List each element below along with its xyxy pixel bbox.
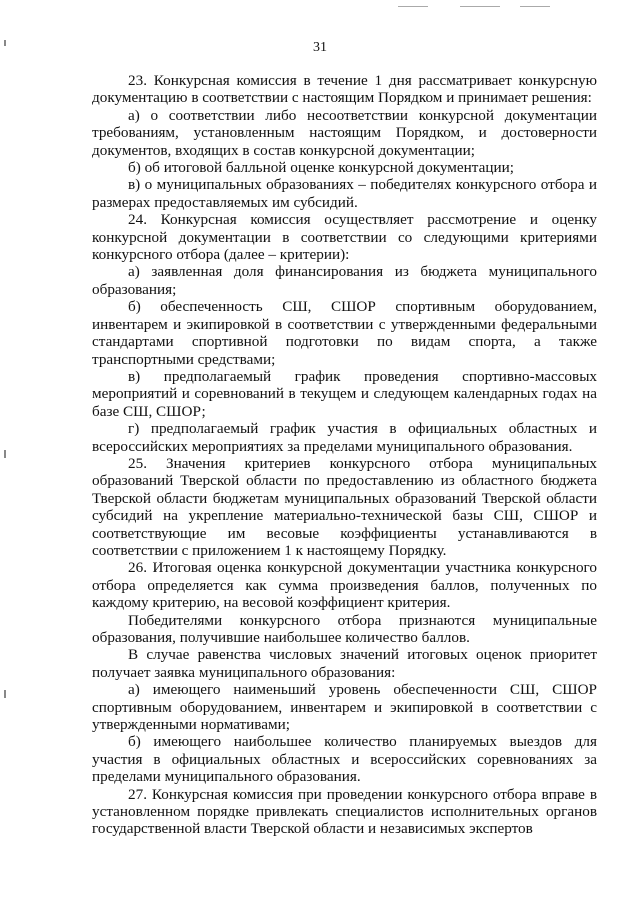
scan-artifact [520,6,550,7]
paragraph-23v: в) о муниципальных образованиях – победителях конкурсного отбора и размерах предоставляемых им субсидий. [92,176,597,211]
paragraph-24v: в) предполагаемый график проведения спортивно-массовых мероприятий и соревнований в текущем и следующем календарных годах на базе СШ, СШОР; [92,367,597,420]
scan-edge-mark [4,450,6,458]
paragraph-23: 23. Конкурсная комиссия в течение 1 дня рассматривает конкурсную документацию в соответствии с настоящим Порядком и принимает решения: [92,72,597,107]
scan-edge-mark [4,690,6,698]
paragraph-25: 25. Значения критериев конкурсного отбора муниципальных образований Тверской области по предоставлению из областного бюджета Тверской области бюджетам муниципальных образований Тверской области субсидий на укрепление материально-технической базы СШ, СШОР и соответствующие им весовые коэффициенты устанавливаются в соответствии с приложением 1 к настоящему Порядку. [92,454,597,559]
paragraph-27: 27. Конкурсная комиссия при проведении конкурсного отбора вправе в установленном порядке привлекать специалистов исполнительных органов государственной власти Тверской области и независимых экспертов [92,785,597,838]
document-body [92,72,597,838]
paragraph-26-winners: Победителями конкурсного отбора признаются муниципальные образования, получившие наибольшее количество баллов. [92,611,597,646]
paragraph-26: 26. Итоговая оценка конкурсной документации участника конкурсного отбора определяется как сумма произведения баллов, полученных по каждому критерию, на весовой коэффициент критерия. [92,559,597,612]
paragraph-24b: б) обеспеченность СШ, СШОР спортивным оборудованием, инвентарем и экипировкой в соответствии с утвержденными федеральными стандартами спортивной подготовки по видам спорта, а также транспортными средствами; [92,298,597,368]
paragraph-23b: б) об итоговой балльной оценке конкурсной документации; [128,159,514,177]
scan-artifact [460,6,500,7]
paragraph-23a: а) о соответствии либо несоответствии конкурсной документации требованиям, установленным настоящим Порядком, и достоверности документов, входящих в состав конкурсной документации; [92,106,597,159]
paragraph-24g: г) предполагаемый график участия в официальных областных и всероссийских мероприятиях за пределами муниципального образования. [92,420,597,455]
paragraph-26-tie-a: а) имеющего наименьший уровень обеспеченности СШ, СШОР спортивным оборудованием, инвентарем и экипировкой в соответствии с утвержденными нормативами; [92,681,597,734]
scan-artifact [398,6,428,7]
paragraph-24a: а) заявленная доля финансирования из бюджета муниципального образования; [92,263,597,298]
paragraph-24: 24. Конкурсная комиссия осуществляет рассмотрение и оценку конкурсной документации в соответствии со следующими критериями конкурсного отбора (далее – критерии): [92,211,597,264]
page-number: 31 [313,40,327,55]
paragraph-26-tie: В случае равенства числовых значений итоговых оценок приоритет получает заявка муниципального образования: [92,646,597,681]
paragraph-26-tie-b: б) имеющего наибольшее количество планируемых выездов для участия в официальных областных и всероссийских соревнованиях за пределами муниципального образования. [92,733,597,786]
